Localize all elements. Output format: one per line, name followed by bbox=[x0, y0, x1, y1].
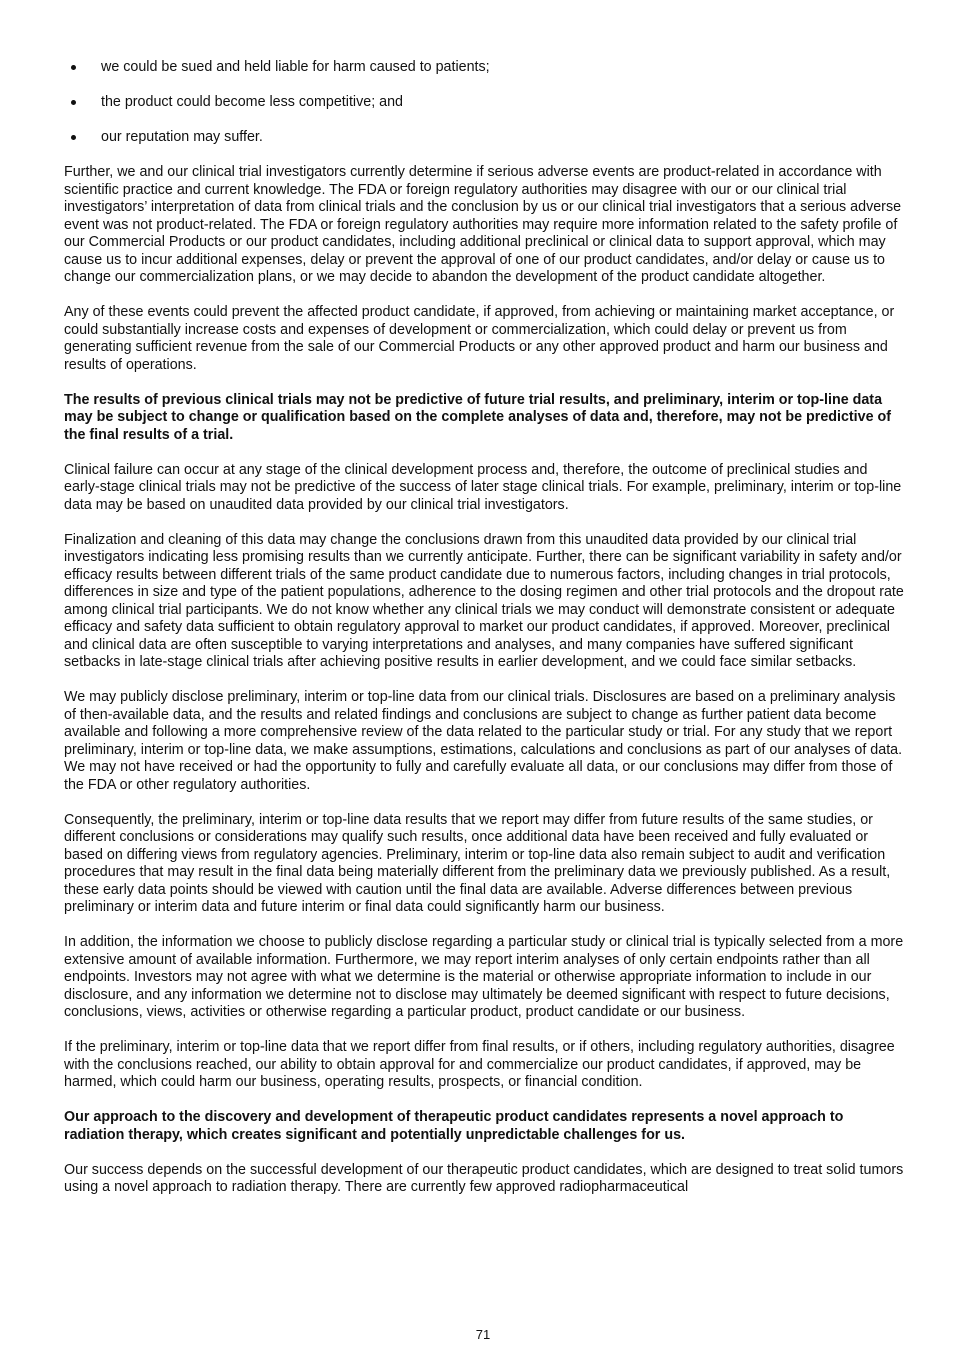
bullet-list bbox=[64, 59, 904, 147]
risk-heading-novel-approach: Our approach to the discovery and development of therapeutic product candidates represents a novel approach to radiation therapy, which creates significant and potentially unpredictable challenges for us. bbox=[64, 1109, 844, 1143]
page-number: 71 bbox=[475, 1327, 491, 1342]
bullet-text: the product could become less competitive; and bbox=[101, 94, 403, 110]
bullet-item bbox=[64, 59, 904, 77]
paragraph-consequently: Consequently, the preliminary, interim or top-line data results that we report may differ from future results of the same studies, or different conclusions or considerations may qualify such results, once additional data have been received and fully evaluated or based on differing views from regulatory agencies. Preliminary, interim or top-line data also remain subject to audit and verification procedures that may result in the final data being materially different from the preliminary data we previously published. As a result, these early data points should be viewed with caution until the final data are available. Adverse differences between previous preliminary or interim data and future interim or final data could significantly harm our business. bbox=[64, 811, 891, 915]
bullet-item bbox=[64, 94, 904, 112]
paragraph-if-data-differ: If the preliminary, interim or top-line data that we report differ from final results, or if others, including regulatory authorities, disagree with the conclusions reached, our ability to obtain approval for and commercialize our product candidates, if approved, may be harmed, which could harm our business, operating results, prospects, or financial condition. bbox=[64, 1039, 895, 1090]
bullet-item bbox=[64, 129, 904, 147]
bullet-dot-icon bbox=[71, 65, 76, 70]
paragraph-public-disclosure: We may publicly disclose preliminary, interim or top-line data from our clinical trials. Disclosures are based on a preliminary analysis of then-available data, and the results and related findings and conclusions are subject to change as further patient data become available and following a more comprehensive review of the data related to the particular study or trial. For any study that we report preliminary, interim or top-line data, we make assumptions, estimations, calculations and conclusions as part of our analyses of data. We may not have received or had the opportunity to fully and carefully evaluate all data, or our conclusions may differ from those of the FDA or other regulatory authorities. bbox=[64, 689, 903, 793]
paragraph-sae-determination: Further, we and our clinical trial investigators currently determine if serious adverse events are product-related in accordance with scientific practice and current knowledge. The FDA or foreign regulatory authorities may disagree with our or our clinical trial investigators’ interpretation of data from clinical trials and the conclusion by us or our clinical trial investigators that a serious adverse event was not product-related. The FDA or foreign regulatory authorities may require more information related to the safety profile of our Commercial Products or our product candidates, including additional preclinical or clinical data to support approval, which may cause us to incur additional expenses, delay or prevent the approval of one of our product candidates, and/or delay or cause us to change our commercialization plans, or we may decide to abandon the development of the product candidate altogether. bbox=[64, 164, 902, 285]
paragraph-clinical-failure: Clinical failure can occur at any stage of the clinical development process and, therefore, the outcome of preclinical studies and early-stage clinical trials may not be predictive of the success of later stage clinical trials. For example, preliminary, interim or top-line data may be based on unaudited data provided by our clinical trial investigators. bbox=[64, 461, 902, 513]
bullet-text: we could be sued and held liable for harm caused to patients; bbox=[101, 59, 490, 75]
risk-heading-previous-trials: The results of previous clinical trials may not be predictive of future trial results, and preliminary, interim or top-line data may be subject to change or qualification based on the complete analyses of data and, therefore, may not be predictive of the final results of a trial. bbox=[64, 391, 892, 443]
bullet-dot-icon bbox=[71, 100, 76, 105]
paragraph-events-impact: Any of these events could prevent the affected product candidate, if approved, from achieving or maintaining market acceptance, or could substantially increase costs and expenses of development or commercialization, which could delay or prevent us from generating sufficient revenue from the sale of our Commercial Products or any other approved product and harm our business and results of operations. bbox=[64, 304, 895, 373]
bullet-text: our reputation may suffer. bbox=[101, 129, 263, 145]
bullet-dot-icon bbox=[71, 135, 76, 140]
paragraph-in-addition: In addition, the information we choose to publicly disclose regarding a particular study or clinical trial is typically selected from a more extensive amount of available information. Furthermore, we may report interim analyses of only certain endpoints rather than all endpoints. Investors may not agree with what we determine is the material or otherwise appropriate information to include in our disclosure, and any information we determine not to disclose may ultimately be deemed significant with respect to future decisions, conclusions, views, activities or otherwise regarding a particular product, product candidate or our business. bbox=[64, 934, 904, 1020]
document-page bbox=[64, 59, 904, 1214]
paragraph-our-success: Our success depends on the successful development of our therapeutic product candidates, which are designed to treat solid tumors using a novel approach to radiation therapy. There are currently few approved radiopharmaceutical bbox=[64, 1161, 904, 1195]
paragraph-finalization: Finalization and cleaning of this data may change the conclusions drawn from this unaudited data provided by our clinical trial investigators indicating less promising results than we currently anticipate. Further, there can be significant variability in safety and/or efficacy results between different trials of the same product candidate due to numerous factors, including changes in trial protocols, differences in size and type of the patient populations, adherence to the dosing regimen and other trial protocols and the dropout rate among clinical trial participants. We do not know whether any clinical trials we may conduct will demonstrate consistent or adequate efficacy and safety data sufficient to obtain regulatory approval to market our product candidates, if approved. Moreover, preclinical and clinical data are often susceptible to varying interpretations and analyses, and many companies have suffered significant setbacks in late-stage clinical trials after achieving positive results in earlier development, and we could face similar setbacks. bbox=[64, 531, 904, 670]
